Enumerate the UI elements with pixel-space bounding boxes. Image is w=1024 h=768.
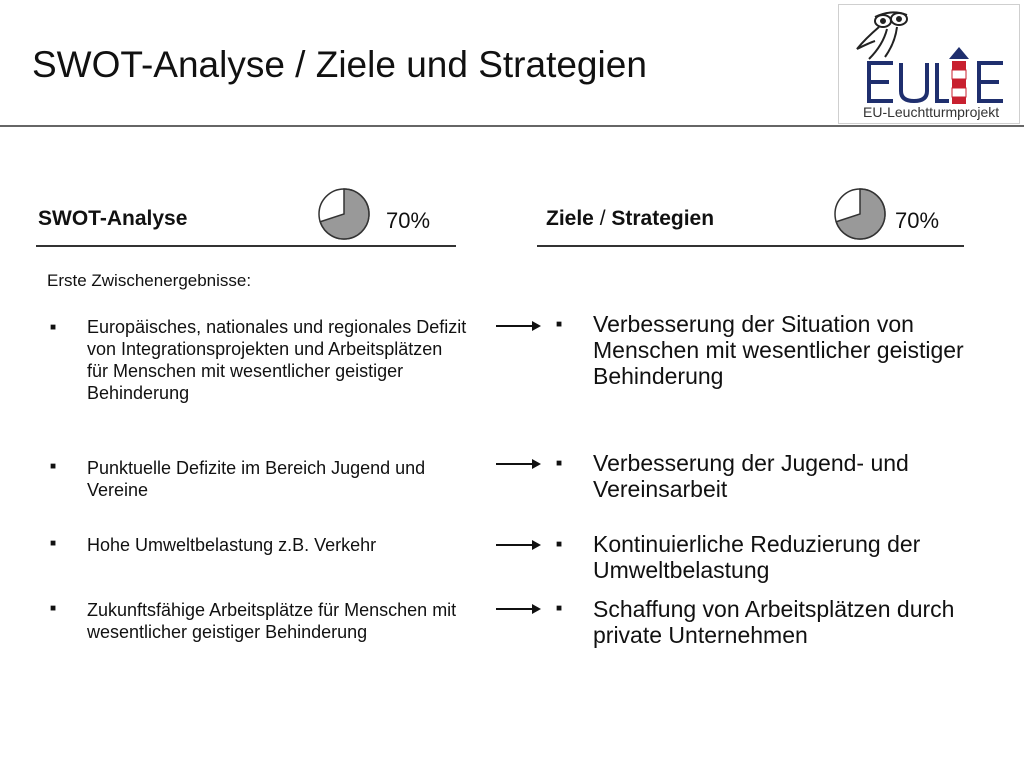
goals-progress-label: 70% bbox=[895, 208, 940, 233]
bullet-square-icon: ■ bbox=[556, 603, 563, 614]
swot-item: Hohe Umweltbelastung z.B. Verkehr bbox=[87, 535, 377, 555]
bullet-square-icon: ■ bbox=[556, 319, 563, 330]
swot-progress-pie bbox=[316, 186, 372, 242]
arrow-right-icon bbox=[496, 537, 542, 553]
swot-intro: Erste Zwischenergebnisse: bbox=[47, 271, 252, 290]
swot-item: Zukunftsfähige Arbeitsplätze für Menschen mit wesentlicher geistiger Behinderung bbox=[87, 600, 457, 642]
arrow-right-icon bbox=[496, 456, 542, 472]
bullet-square-icon: ■ bbox=[50, 461, 57, 472]
bullet-square-icon: ■ bbox=[556, 458, 563, 469]
goals-heading-part-goals: Ziele bbox=[546, 207, 594, 230]
arrow-right-icon bbox=[496, 601, 542, 617]
goal-item: Verbesserung der Situation von Menschen mit wesentlicher geistiger Behinderung bbox=[593, 311, 964, 389]
lighthouse-tower-icon bbox=[952, 61, 966, 104]
slide-title: SWOT-Analyse / Ziele und Strategien bbox=[32, 44, 647, 85]
bullet-square-icon: ■ bbox=[50, 322, 57, 333]
lighthouse-roof-icon bbox=[949, 47, 969, 59]
logo-lettering bbox=[869, 63, 1003, 101]
bullet-square-icon: ■ bbox=[556, 539, 563, 550]
arrow-right-icon bbox=[496, 318, 542, 334]
owl-icon bbox=[857, 12, 907, 59]
goals-heading-part-strategies: Strategien bbox=[611, 207, 715, 230]
goals-progress-pie bbox=[832, 186, 888, 242]
bullet-square-icon: ■ bbox=[50, 603, 57, 614]
goal-item: Schaffung von Arbeitsplätzen durch private Unternehmen bbox=[593, 596, 955, 648]
swot-item: Punktuelle Defizite im Bereich Jugend und Vereine bbox=[87, 458, 426, 500]
goals-divider bbox=[537, 245, 964, 247]
title-divider bbox=[0, 125, 1024, 127]
swot-progress-label: 70% bbox=[386, 208, 431, 233]
logo-subtitle: EU-Leuchtturmprojekt bbox=[863, 104, 1000, 120]
goal-item: Kontinuierliche Reduzierung der Umweltbelastung bbox=[593, 531, 921, 583]
eule-logo bbox=[838, 4, 1020, 124]
swot-item: Europäisches, nationales und regionales Defizit von Integrationsprojekten und Arbeitsplätzen für Menschen mit wesentlicher geistiger Behinderung bbox=[87, 317, 467, 403]
swot-heading: SWOT-Analyse bbox=[38, 207, 188, 230]
bullet-square-icon: ■ bbox=[50, 538, 57, 549]
goals-heading bbox=[546, 207, 714, 231]
goal-item: Verbesserung der Jugend- und Vereinsarbeit bbox=[593, 450, 909, 502]
swot-divider bbox=[36, 245, 456, 247]
goals-heading-separator: / bbox=[593, 207, 612, 230]
